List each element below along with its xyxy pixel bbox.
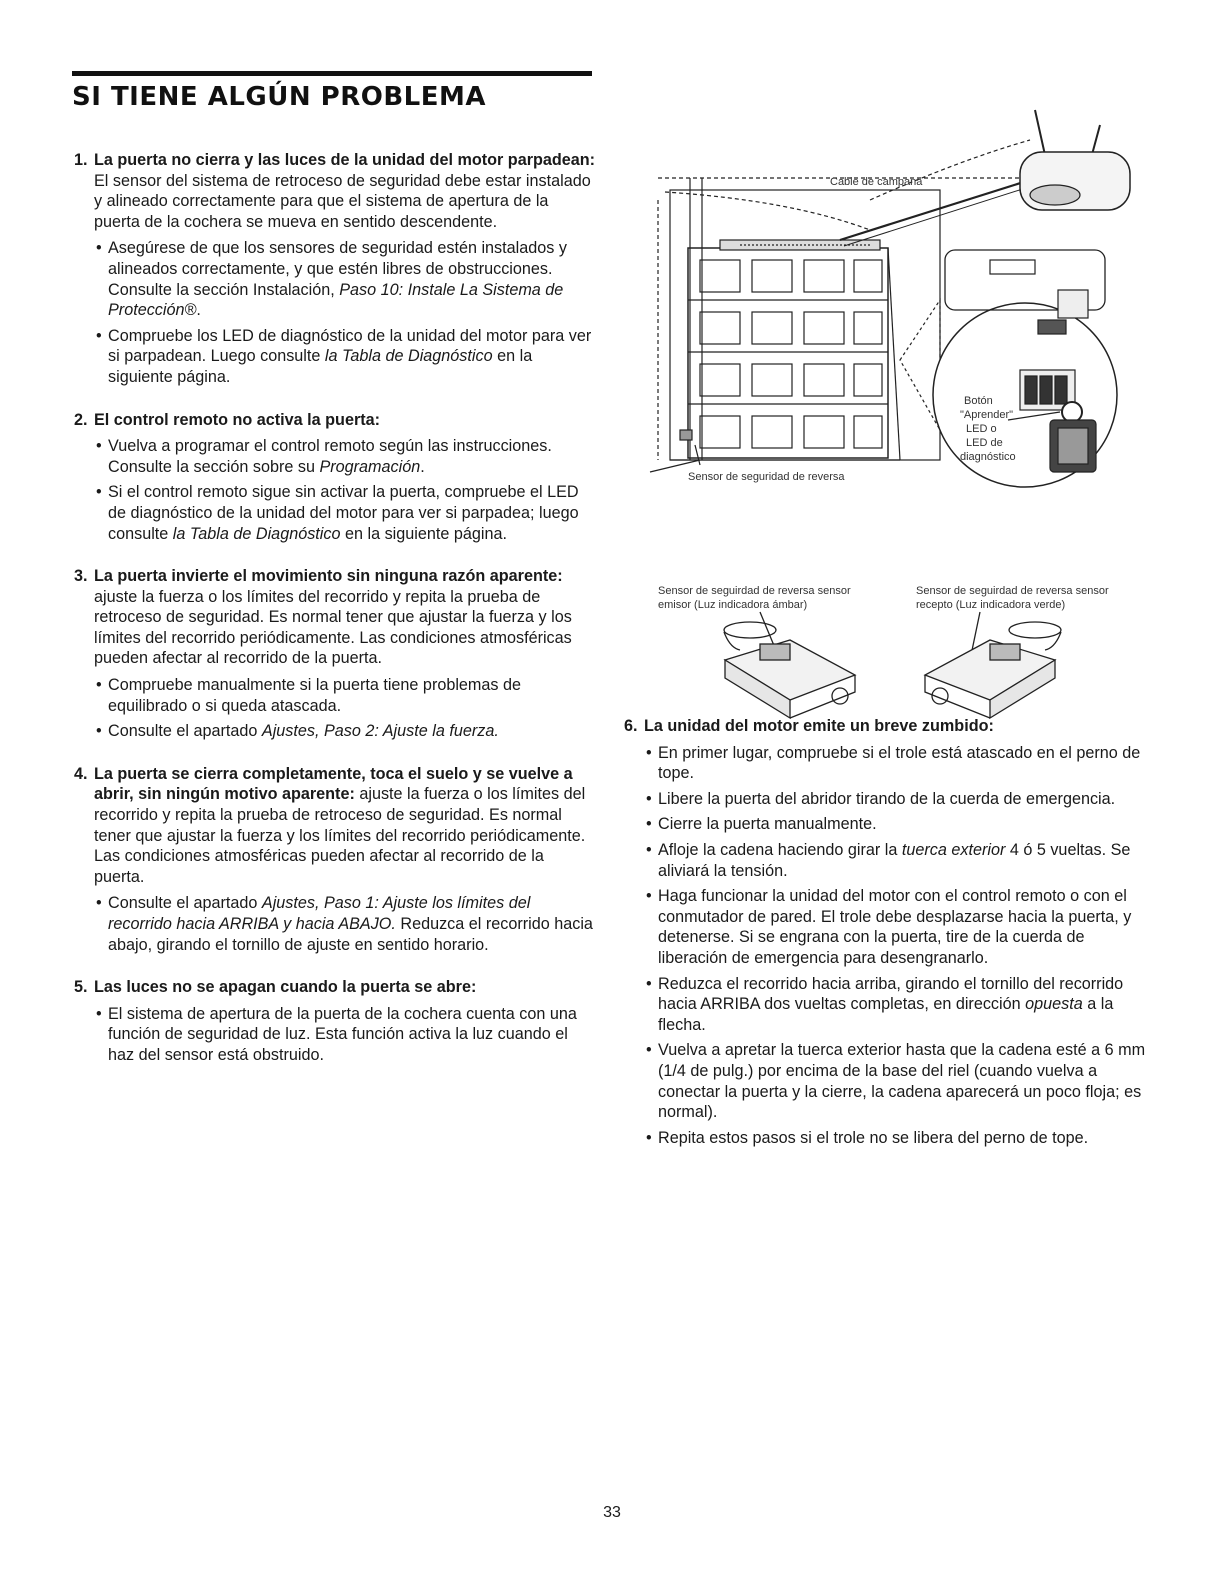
bullet-item: • Libere la puerta del abridor tirando de la cuerda de emergencia. [622, 789, 1152, 810]
item-number: 5. [74, 978, 88, 997]
bullet-item: • Consulte el apartado Ajustes, Paso 2: Ajuste la fuerza. [72, 721, 598, 742]
problem-item-3 [72, 566, 598, 742]
bullet-item: • Vuelva a apretar la tuerca exterior hasta que la cadena esté a 6 mm (1/4 de pulg.) por encima de la base del riel (cuando vuelva a conectar la puerta y la cierre, la cadena aparecerá un poco floja; es normal). [622, 1040, 1152, 1122]
garage-door [688, 248, 888, 458]
bullet-item: • Compruebe manualmente si la puerta tiene problemas de equilibrado o si queda atascada. [72, 675, 598, 716]
emitter-sensor-label-1: Sensor de seguirdad de reversa sensor [658, 585, 851, 597]
bullet-item: • Cierre la puerta manualmente. [622, 814, 1152, 835]
emitter-sensor-label-2: emisor (Luz indicadora ámbar) [658, 599, 808, 611]
receiver-sensor-icon [925, 612, 1061, 718]
item-heading: La puerta no cierra y las luces de la unidad del motor parpadean: [94, 151, 596, 169]
problem-item-6 [622, 716, 1152, 1148]
problem-item-4 [72, 764, 598, 955]
item-heading: La puerta se cierra completamente, toca el suelo y se vuelve a abrir, sin ningún motivo aparente: [94, 764, 573, 804]
garage-door-illustration [640, 100, 1140, 520]
item-number: 6. [624, 717, 638, 735]
item-heading: La puerta invierte el movimiento sin ninguna razón aparente: [94, 567, 563, 586]
right-column [622, 716, 1152, 1170]
reverse-sensor-label: Sensor de seguridad de reversa [688, 471, 845, 483]
item-heading: La unidad del motor emite un breve zumbido: [644, 717, 994, 735]
page-title: SI TIENE ALGÚN PROBLEMA [72, 82, 486, 112]
led-label-2: LED de [966, 437, 1003, 449]
left-column [72, 150, 598, 1088]
learn-button-label: Botón [964, 395, 993, 407]
title-rule [72, 71, 592, 76]
item-number: 2. [74, 410, 88, 429]
bullet-item: • Consulte el apartado Ajustes, Paso 1: Ajuste los límites del recorrido hacia ARRIBA y hacia ABAJO. Reduzca el recorrido hacia abajo, girando el tornillo de ajuste en sentido horario. [72, 893, 598, 955]
bullet-item: • Si el control remoto sigue sin activar la puerta, compruebe el LED de diagnóstico de la unidad del motor para ver si parpadea; luego consulte la Tabla de Diagnóstico en la siguiente página. [72, 482, 598, 544]
item-number: 4. [74, 764, 88, 783]
page-number: 33 [603, 1504, 621, 1521]
problem-item-2 [72, 410, 598, 545]
bullet-item: • Afloje la cadena haciendo girar la tuerca exterior 4 ó 5 vueltas. Se aliviará la tensión. [622, 840, 1152, 881]
bullet-item: • Asegúrese de que los sensores de seguridad estén instalados y alineados correctamente, y que estén libres de obstrucciones. Consulte la sección Instalación, Paso 10: Instale La Sistema de Protección®. [72, 238, 598, 320]
item-text: El sensor del sistema de retroceso de seguridad debe estar instalado y alineado correctamente para que el sistema de apertura de la puerta de la cochera se mueva en sentido descendente. [94, 171, 591, 231]
emitter-sensor-icon [724, 612, 855, 718]
receiver-sensor-label-1: Sensor de seguirdad de reversa sensor [916, 585, 1109, 597]
bullet-item: • Repita estos pasos si el trole no se libera del perno de tope. [622, 1128, 1152, 1149]
item-heading: Las luces no se apagan cuando la puerta se abre: [94, 978, 477, 997]
item-text: ajuste la fuerza o los límites del recorrido y repita la prueba de retroceso de seguridad. Es normal tener que ajustar la fuerza y los límites del recorrido periódicamente. Las condiciones atmosféricas pueden afectar al recorrido de la puerta. [94, 587, 572, 668]
item-number: 1. [74, 151, 88, 169]
bell-wire-label: Cable de campana [830, 176, 923, 188]
item-heading: El control remoto no activa la puerta: [94, 410, 381, 429]
receiver-sensor-label-2: recepto (Luz indicadora verde) [916, 599, 1066, 611]
bullet-item: • Reduzca el recorrido hacia arriba, girando el tornillo del recorrido hacia ARRIBA dos vueltas completas, en dirección opuesta a la flecha. [622, 974, 1152, 1036]
problem-item-5 [72, 977, 598, 1065]
item-number: 3. [74, 567, 88, 586]
bullet-item: • El sistema de apertura de la puerta de la cochera cuenta con una función de seguridad de luz. Esta función activa la luz cuando el haz del sensor está obstruido. [72, 1004, 598, 1066]
bullet-item: • Vuelva a programar el control remoto según las instrucciones. Consulte la sección sobre su Programación. [72, 436, 598, 477]
led-label-1: LED o [966, 423, 997, 435]
item-text: ajuste la fuerza o los límites del recorrido y repita la prueba de retroceso de seguridad. Es normal tener que ajustar la fuerza y los límites del recorrido periódicamente. Las condiciones atmosféricas pueden afectar al recorrido de la puerta. [94, 785, 586, 886]
bullet-item: • Compruebe los LED de diagnóstico de la unidad del motor para ver si parpadean. Luego consulte la Tabla de Diagnóstico en la siguiente página. [72, 326, 598, 388]
learn-button-label-2: "Aprender" [960, 409, 1014, 421]
bullet-item: • Haga funcionar la unidad del motor con el control remoto o con el conmutador de pared. El trole debe desplazarse hacia la puerta, y detenerse. Si se engrana con la puerta, tire de la cuerda de liberación de emergencia para desengranarlo. [622, 886, 1152, 968]
safety-sensors-illustration [640, 580, 1140, 725]
motor-unit-icon [1020, 152, 1130, 210]
problem-item-1 [72, 150, 598, 388]
bullet-item: • En primer lugar, compruebe si el trole está atascado en el perno de tope. [622, 743, 1152, 784]
led-label-3: diagnóstico [960, 451, 1016, 463]
